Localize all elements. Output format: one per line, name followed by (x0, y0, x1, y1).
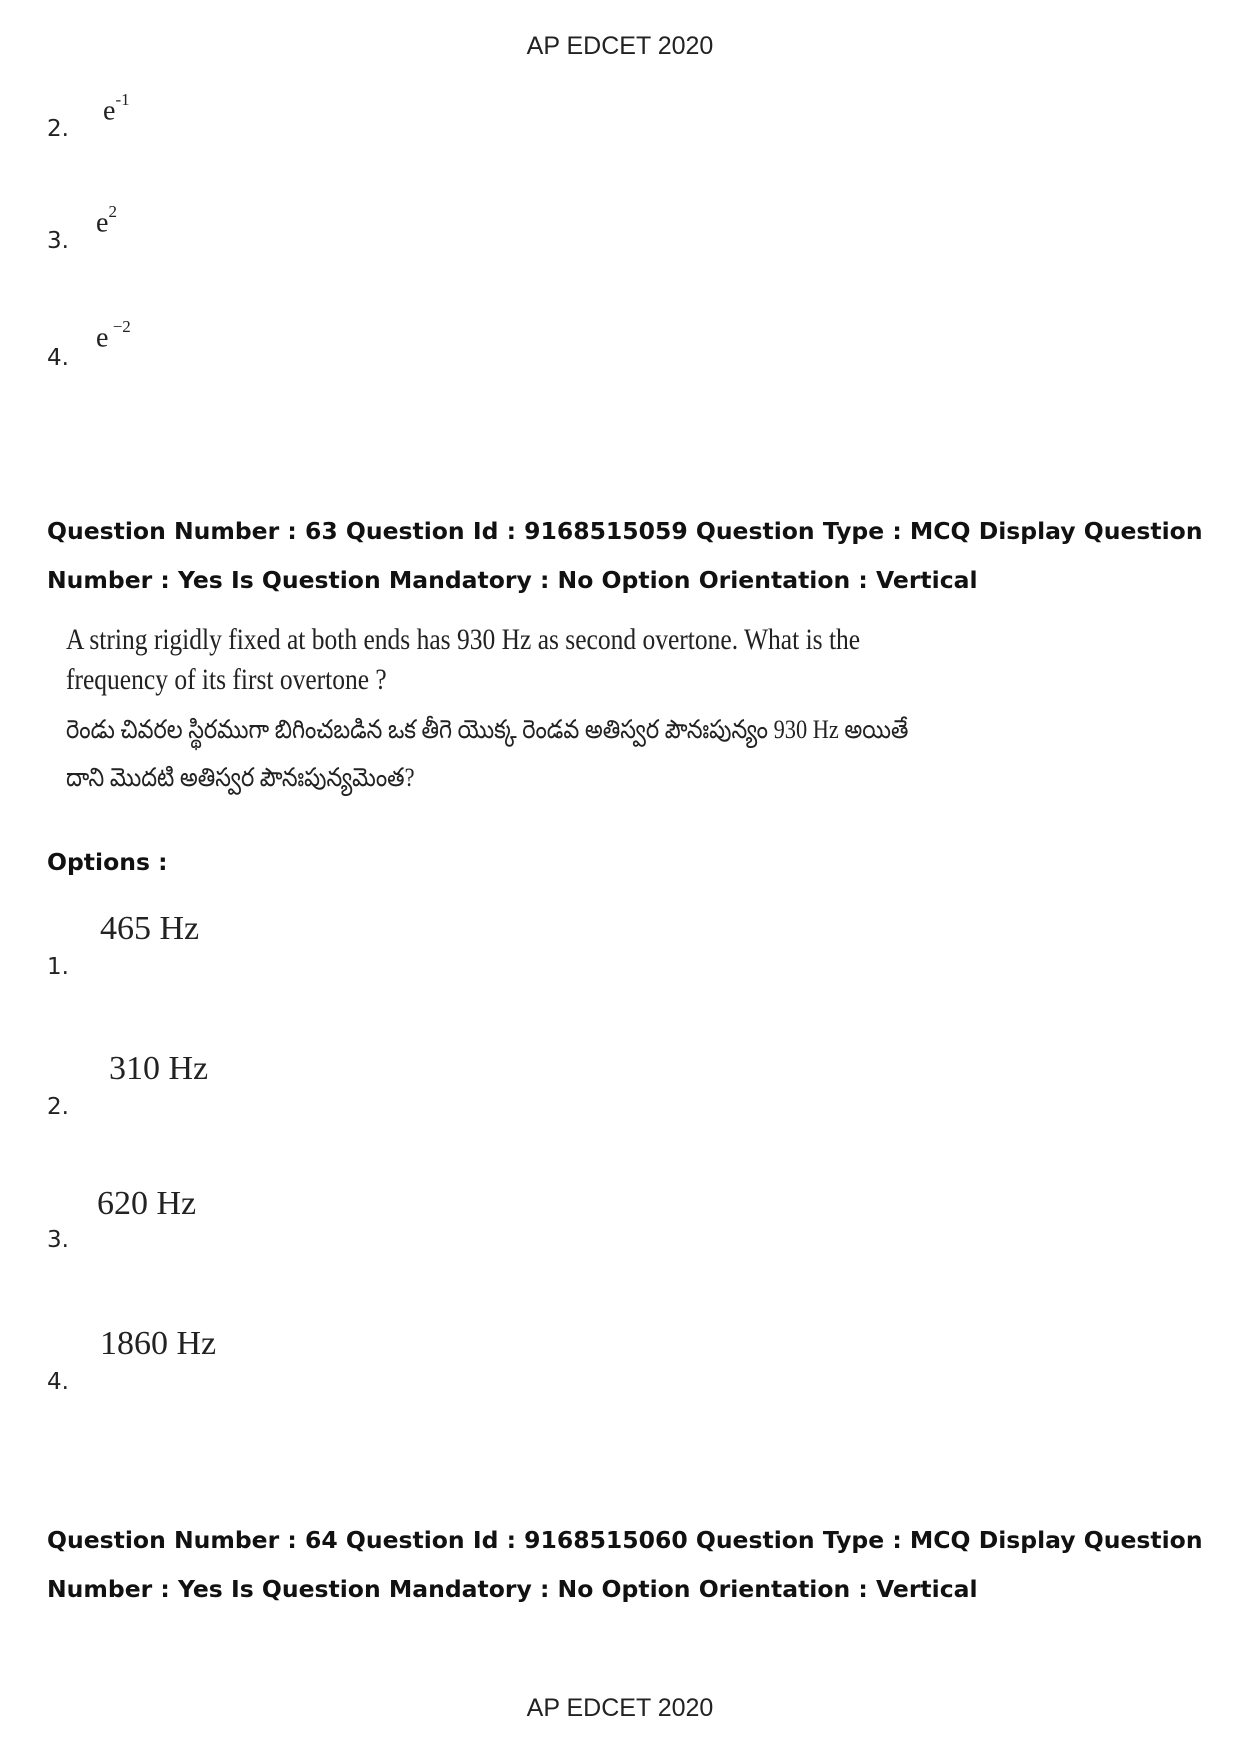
option-number: 4. (47, 345, 69, 371)
question-text-line: A string rigidly fixed at both ends has 930 Hz as second overtone. What is the (66, 623, 861, 656)
question-64-meta (47, 1516, 1207, 1614)
option-number: 1. (47, 954, 69, 980)
meta-line-2: Number : Yes Is Question Mandatory : No Option Orientation : Vertical (47, 1575, 978, 1603)
option-value: $e^{-1}$ (103, 90, 130, 127)
option-number: 3. (47, 228, 69, 254)
question-text-line: రెండు చివరల స్థిరముగా బిగించబడిన ఒక తీగె యొక్క రెండవ అతిస్వర పౌనఃపున్యం 930 Hz అయితే (66, 715, 909, 744)
page-footer: AP EDCET 2020 (526, 1694, 714, 1722)
option-value: $e^2$ (96, 202, 117, 239)
option-number: 2. (47, 1094, 69, 1120)
question-text-line: frequency of its first overtone ? (66, 663, 387, 696)
option-value: 620 Hz (97, 1185, 197, 1222)
meta-line-2: Number : Yes Is Question Mandatory : No Option Orientation : Vertical (47, 566, 978, 594)
option-number: 3. (47, 1227, 69, 1253)
question-text-telugu (66, 706, 943, 802)
page-header: AP EDCET 2020 (526, 32, 714, 60)
option-value: 310 Hz (109, 1050, 209, 1087)
question-text-line: దాని మొదటి అతిస్వర పౌనఃపున్యమెంత? (66, 763, 415, 792)
option-value: e $^{-2}$ (96, 317, 131, 354)
option-number: 4. (47, 1369, 69, 1395)
options-label: Options : (47, 848, 168, 876)
question-text-english (66, 620, 942, 700)
option-value: 465 Hz (100, 910, 200, 947)
meta-line-1: Question Number : 64 Question Id : 9168515060 Question Type : MCQ Display Question (47, 1526, 1203, 1554)
option-value: 1860 Hz (100, 1325, 217, 1362)
option-number: 2. (47, 116, 69, 142)
question-63-body (66, 620, 946, 802)
meta-line-1: Question Number : 63 Question Id : 9168515059 Question Type : MCQ Display Question (47, 517, 1203, 545)
question-63-meta (47, 507, 1207, 605)
